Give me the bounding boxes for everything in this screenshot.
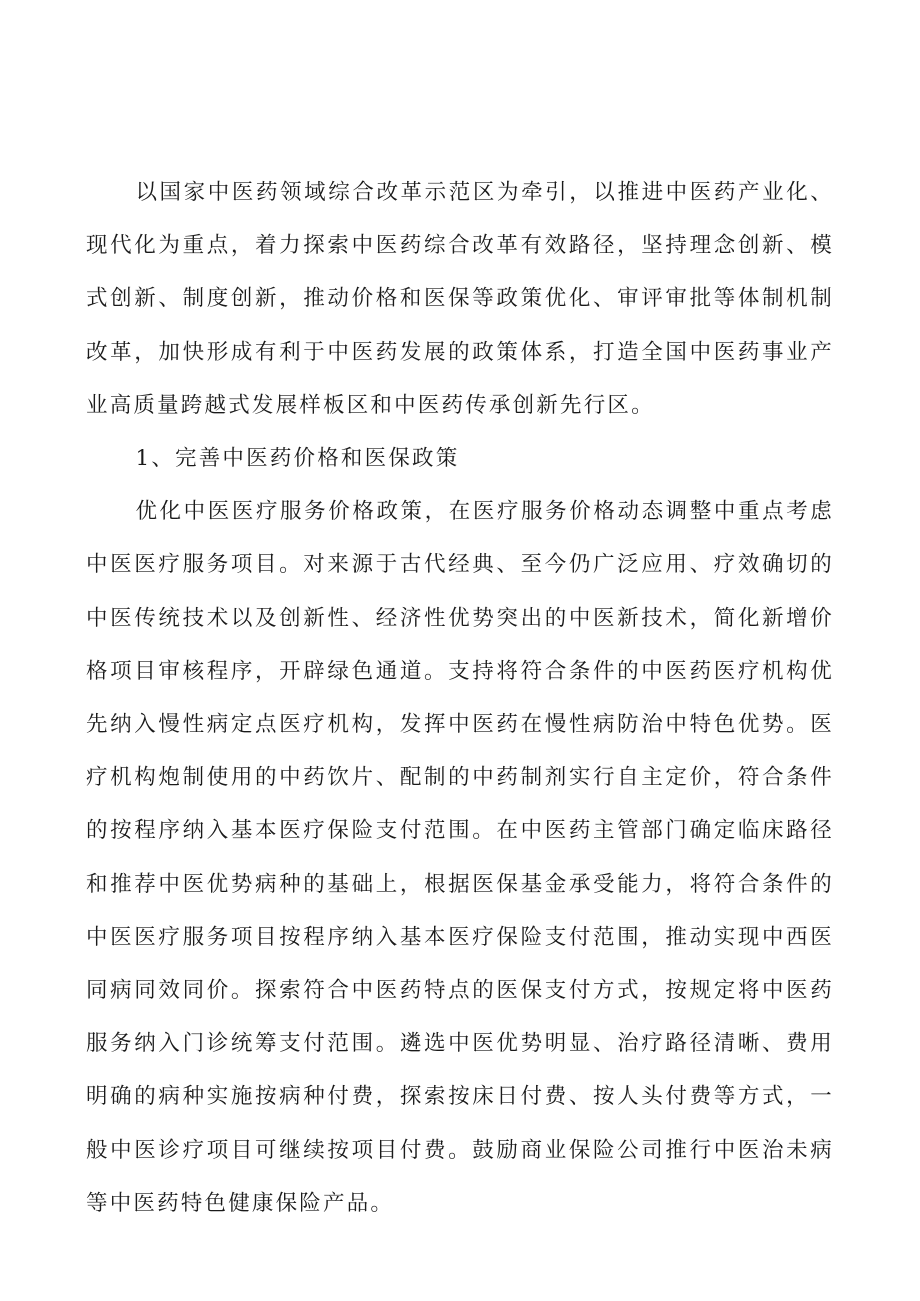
- section-heading: 1、完善中医药价格和医保政策: [135, 446, 460, 472]
- policy-paragraph: 优化中医医疗服务价格政策，在医疗服务价格动态调整中重点考虑中医医疗服务项目。对来源于古代经典、至今仍广泛应用、疗效确切的中医传统技术以及创新性、经济性优势突出的中医新技术，简化新增价格项目审核程序，开辟绿色通道。支持将符合条件的中医药医疗机构优先纳入慢性病定点医疗机构，发挥中医药在慢性病防治中特色优势。医疗机构炮制使用的中药饮片、配制的中药制剂实行自主定价，符合条件的按程序纳入基本医疗保险支付范围。在中医药主管部门确定临床路径和推荐中医优势病种的基础上，根据医保基金承受能力，将符合条件的中医医疗服务项目按程序纳入基本医疗保险支付范围，推动实现中西医同病同效同价。探索符合中医药特点的医保支付方式，按规定将中医药服务纳入门诊统筹支付范围。遴选中医优势明显、治疗路径清晰、费用明确的病种实施按病种付费，探索按床日付费、按人头付费等方式，一般中医诊疗项目可继续按项目付费。鼓励商业保险公司推行中医治未病等中医药特色健康保险产品。: [86, 499, 834, 1216]
- document-body: [86, 166, 834, 1230]
- intro-paragraph: 以国家中医药领域综合改革示范区为牵引，以推进中医药产业化、现代化为重点，着力探索中医药综合改革有效路径，坚持理念创新、模式创新、制度创新，推动价格和医保等政策优化、审评审批等体制机制改革，加快形成有利于中医药发展的政策体系，打造全国中医药事业产业高质量跨越式发展样板区和中医药传承创新先行区。: [86, 180, 834, 418]
